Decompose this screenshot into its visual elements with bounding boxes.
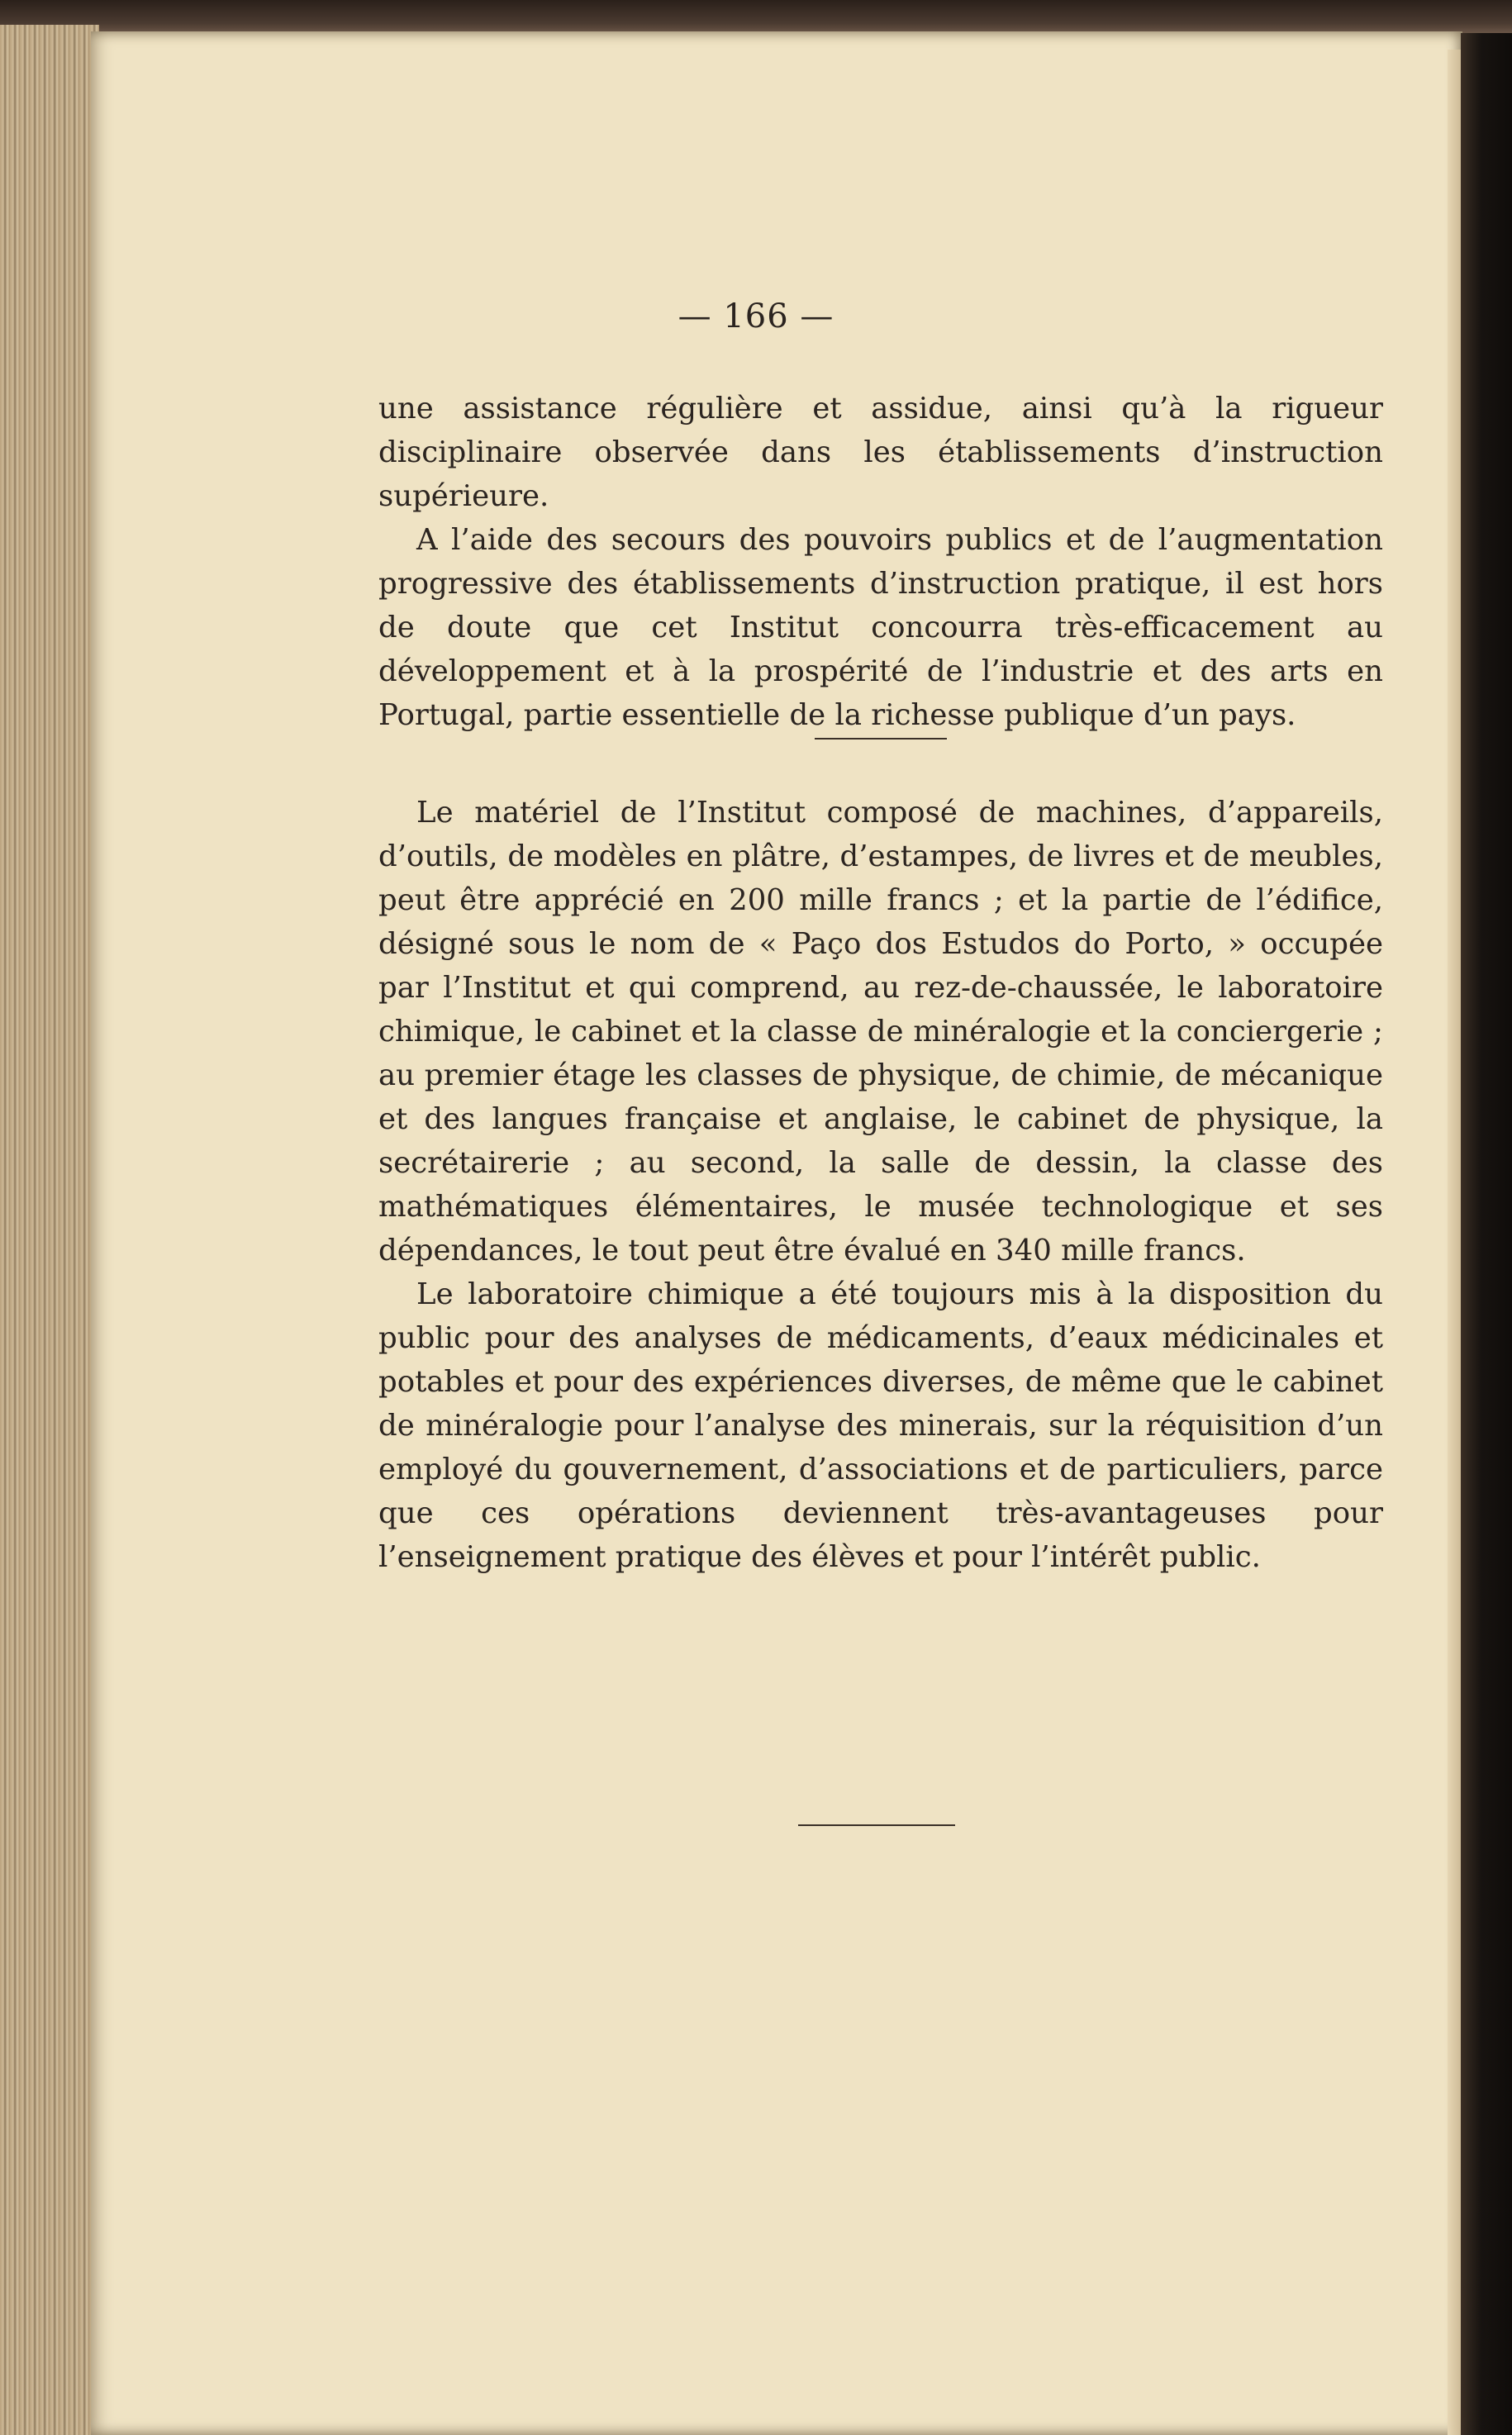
paragraph-block-2 (378, 791, 1383, 1579)
book-top-edge (0, 0, 1512, 33)
paragraph-block-1 (378, 387, 1383, 737)
book-page-edges (0, 25, 99, 2435)
paragraph: une assistance régulière et assidue, ainsi qu’à la rigueur disciplinaire observée dans les établissements d’instruction supérieure. (378, 392, 1383, 513)
paragraph: A l’aide des secours des pouvoirs publics et de l’augmentation progressive des établissements d’instruction pratique, il est hors de doute que cet Institut concourra très-efficacement au développement et à la prospérité de l’industrie et des arts en Portugal, partie essentielle de la richesse publique d’un pays. (378, 523, 1383, 732)
paragraph: Le laboratoire chimique a été toujours mis à la disposition du public pour des analyses de médicaments, d’eaux médicinales et potables et pour des expériences diverses, de même que le cabinet de minéralogie pour l’analyse des minerais, sur la réquisition d’un employé du gouvernement, d’associations et de particuliers, parce que ces opérations deviennent très-avantageuses pour l’enseignement pratique des élèves et pour l’intérêt public. (378, 1277, 1383, 1574)
page-number: — 166 — (678, 297, 834, 335)
paragraph: Le matériel de l’Institut composé de machines, d’appareils, d’outils, de modèles en plâtre, d’estampes, de livres et de meubles, peut être apprécié en 200 mille francs ; et la partie de l’édifice, désigné sous le nom de « Paço dos Estudos do Porto, » occupée par l’Institut et qui comprend, au rez-de-chaussée, le laboratoire chimique, le cabinet et la classe de minéralogie et la conciergerie ; au premier étage les classes de physique, de chimie, de mécanique et des langues française et anglaise, le cabinet de physique, la secrétairerie ; au second, la salle de dessin, la classe des mathématiques élémentaires, le musée technologique et ses dépendances, le tout peut être évalué en 340 mille francs. (378, 796, 1383, 1267)
section-divider (815, 738, 947, 740)
book-binding-edge (1461, 33, 1512, 2435)
end-divider (798, 1824, 955, 1826)
